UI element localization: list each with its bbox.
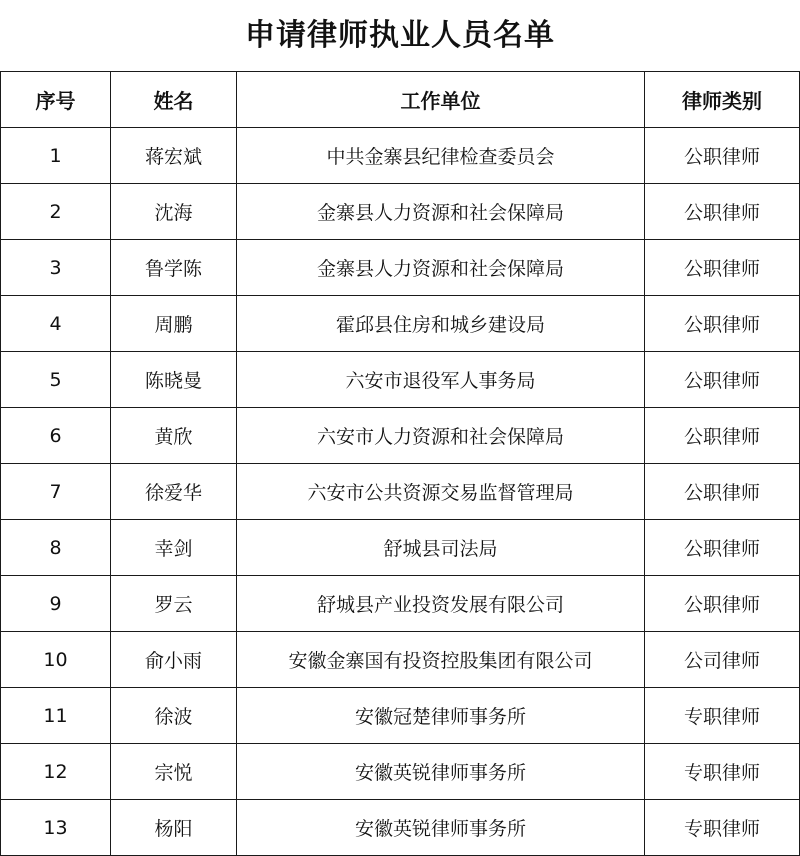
- table-row: [1, 240, 800, 296]
- header-work-unit: 工作单位: [237, 72, 645, 128]
- cell-name: 罗云: [111, 576, 237, 632]
- table-row: [1, 744, 800, 800]
- header-name: 姓名: [111, 72, 237, 128]
- table-row: [1, 800, 800, 856]
- table-row: [1, 184, 800, 240]
- cell-serial-number: 13: [1, 800, 111, 856]
- cell-name: 宗悦: [111, 744, 237, 800]
- cell-serial-number: 3: [1, 240, 111, 296]
- cell-serial-number: 9: [1, 576, 111, 632]
- cell-serial-number: 8: [1, 520, 111, 576]
- cell-serial-number: 5: [1, 352, 111, 408]
- cell-name: 徐爱华: [111, 464, 237, 520]
- cell-work-unit: 舒城县产业投资发展有限公司: [237, 576, 645, 632]
- cell-lawyer-category: 公司律师: [645, 632, 800, 688]
- cell-serial-number: 1: [1, 128, 111, 184]
- cell-work-unit: 中共金寨县纪律检查委员会: [237, 128, 645, 184]
- cell-serial-number: 2: [1, 184, 111, 240]
- table-row: [1, 520, 800, 576]
- table-row: [1, 688, 800, 744]
- cell-lawyer-category: 公职律师: [645, 576, 800, 632]
- cell-work-unit: 六安市公共资源交易监督管理局: [237, 464, 645, 520]
- cell-name: 蒋宏斌: [111, 128, 237, 184]
- cell-work-unit: 六安市人力资源和社会保障局: [237, 408, 645, 464]
- cell-name: 黄欣: [111, 408, 237, 464]
- cell-name: 杨阳: [111, 800, 237, 856]
- cell-work-unit: 安徽英锐律师事务所: [237, 800, 645, 856]
- header-lawyer-category: 律师类别: [645, 72, 800, 128]
- cell-serial-number: 11: [1, 688, 111, 744]
- cell-work-unit: 金寨县人力资源和社会保障局: [237, 240, 645, 296]
- cell-lawyer-category: 专职律师: [645, 688, 800, 744]
- cell-serial-number: 6: [1, 408, 111, 464]
- cell-lawyer-category: 公职律师: [645, 240, 800, 296]
- cell-name: 幸剑: [111, 520, 237, 576]
- cell-work-unit: 六安市退役军人事务局: [237, 352, 645, 408]
- cell-work-unit: 安徽金寨国有投资控股集团有限公司: [237, 632, 645, 688]
- cell-name: 俞小雨: [111, 632, 237, 688]
- cell-name: 沈海: [111, 184, 237, 240]
- cell-lawyer-category: 公职律师: [645, 184, 800, 240]
- cell-name: 鲁学陈: [111, 240, 237, 296]
- cell-lawyer-category: 公职律师: [645, 464, 800, 520]
- cell-serial-number: 10: [1, 632, 111, 688]
- cell-serial-number: 4: [1, 296, 111, 352]
- table-row: [1, 128, 800, 184]
- cell-work-unit: 舒城县司法局: [237, 520, 645, 576]
- table-row: [1, 296, 800, 352]
- table-row: [1, 464, 800, 520]
- cell-work-unit: 霍邱县住房和城乡建设局: [237, 296, 645, 352]
- cell-name: 周鹏: [111, 296, 237, 352]
- cell-lawyer-category: 专职律师: [645, 800, 800, 856]
- cell-work-unit: 金寨县人力资源和社会保障局: [237, 184, 645, 240]
- table-row: [1, 352, 800, 408]
- cell-name: 徐波: [111, 688, 237, 744]
- cell-work-unit: 安徽英锐律师事务所: [237, 744, 645, 800]
- cell-serial-number: 12: [1, 744, 111, 800]
- table-row: [1, 632, 800, 688]
- header-serial-number: 序号: [1, 72, 111, 128]
- cell-lawyer-category: 公职律师: [645, 296, 800, 352]
- cell-lawyer-category: 公职律师: [645, 128, 800, 184]
- cell-work-unit: 安徽冠楚律师事务所: [237, 688, 645, 744]
- cell-name: 陈晓曼: [111, 352, 237, 408]
- cell-lawyer-category: 专职律师: [645, 744, 800, 800]
- cell-lawyer-category: 公职律师: [645, 352, 800, 408]
- table-row: [1, 408, 800, 464]
- table-header-row: [1, 72, 800, 128]
- cell-lawyer-category: 公职律师: [645, 520, 800, 576]
- document-title: 申请律师执业人员名单: [245, 18, 555, 53]
- cell-lawyer-category: 公职律师: [645, 408, 800, 464]
- table-row: [1, 576, 800, 632]
- cell-serial-number: 7: [1, 464, 111, 520]
- applicant-table: [0, 71, 800, 856]
